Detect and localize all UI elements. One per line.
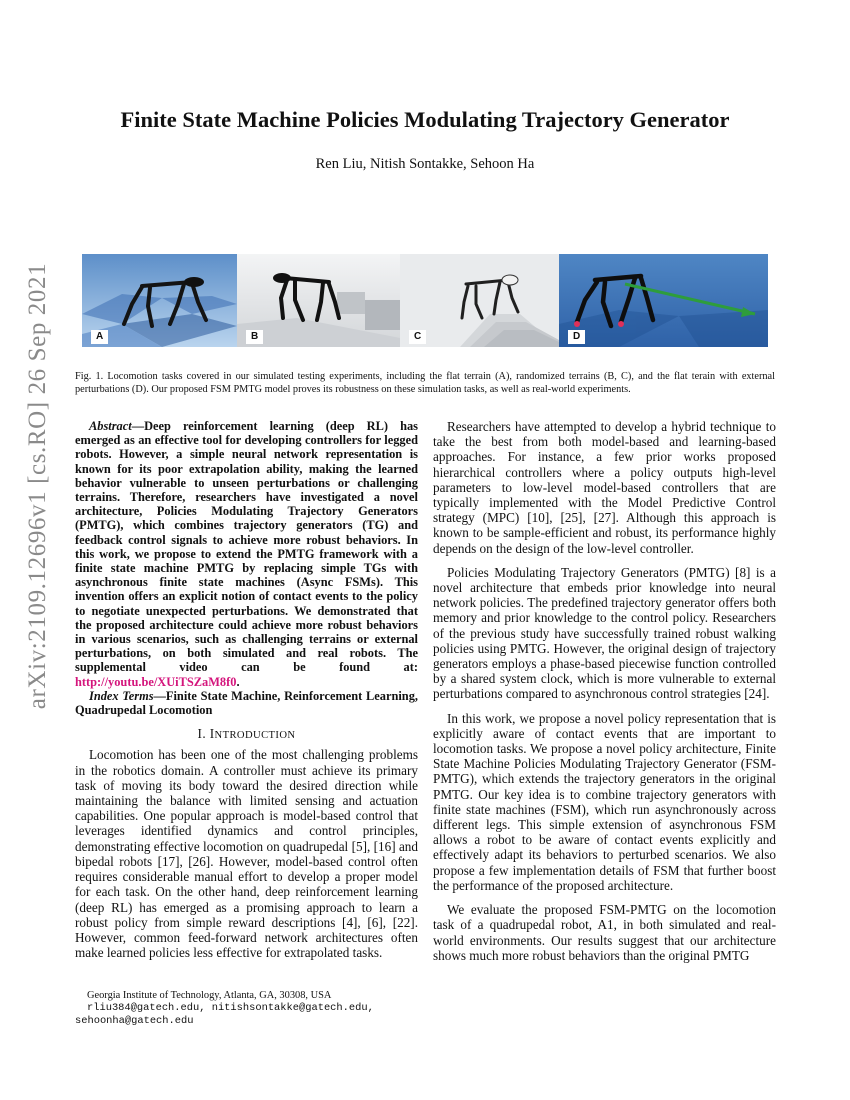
section-first-letter: I [209, 726, 215, 742]
panel-label-b: B [246, 330, 263, 344]
section-heading-introduction [75, 726, 418, 743]
right-paragraph-1: Researchers have attempted to develop a hybrid technique to take the best from both model-based and learning-based approaches. For instance, a few prior works proposed hierarchical controllers where a policy outputs high-level parameters to low-level model-based controllers that are typically implemented with the Model Predictive Control strategy (MPC) [10], [25], [27]. Although this approach is known to be sample-efficient and robust, its performance highly depends on the design of the low-level controller. [433, 419, 776, 556]
intro-paragraph: Locomotion has been one of the most challenging problems in the robotics domain. A controller must achieve its primary task of moving its body toward the desired direction while maintaining the balance with limited sensing and actuation capabilities. One popular approach is model-based control that leverages identified dynamics and control principles, demonstrating effective locomotion on quadrupedal [5], [16] and bipedal robots [17], [26]. However, model-based control often requires considerable manual effort to develop a proper model for each task. On the other hand, deep reinforcement learning (deep RL) has emerged as a promising approach to learn a robust policy from simple reward descriptions [4], [6], [22]. However, common feed-forward network architectures often make learned policies less effective for extrapolated tasks. [75, 747, 418, 961]
figure-panel-d [559, 254, 768, 347]
index-terms-text: —Finite State Machine, Reinforcement Learning, Quadrupedal Locomotion [75, 688, 418, 718]
abstract-text: —Deep reinforcement learning (deep RL) has emerged as an effective tool for developing controllers for legged robots. However, a simple neural network representation is known for its poor extrapolation ability, making the learned behavior vulnerable to unseen perturbations or challenging terrains. Therefore, researchers have investigated a novel architecture, Policies Modulating Trajectory Generators (PMTG), which combines trajectory generators (TG) and feedback control signals to achieve more robust behaviors. In this work, we propose to extend the PMTG framework with a finite state machine PMTG by replacing simple TGs with asynchronous finite state machines (Async FSMs). This invention offers an explicit notion of contact events to the policy to negotiate unexpected perturbations. We demonstrated that the proposed architecture could achieve more robust behaviors in various scenarios, such as challenging terrains or external perturbations, on both simulated and real robots. The supplemental video can be found at: [75, 419, 418, 675]
figure-caption: Fig. 1. Locomotion tasks covered in our simulated testing experiments, including the flat terrain (A), randomized terrains (B, C), and the flat terain with external perturbations (D). Our proposed FSM PMTG model proves its robustness on these simulation tasks, as well as real-world experiments. [75, 371, 775, 395]
right-paragraph-2: Policies Modulating Trajectory Generators (PMTG) [8] is a novel architecture that embeds prior knowledge into neural network policies. The predefined trajectory generator offers both memory and prior knowledge to the control policy. Researchers of the previous study have successfully trained robust walking policies using PMTG. However, the original design of trajectory generators employs a phase-based piecewise function controlled by a shared system clock, which is more vulnerable to external perturbations compared to asynchronous control strategies [24]. [433, 564, 776, 702]
index-terms-lead: Index Terms [89, 688, 154, 703]
video-link[interactable]: http://youtu.be/XUiTSZaM8f0 [75, 674, 237, 689]
right-paragraph-4: We evaluate the proposed FSM-PMTG on the locomotion task of a quadrupedal robot, A1, in both simulated and real-world environments. Our results suggest that our architecture shows much more robust behaviors than the original PMTG [433, 902, 776, 963]
paper-authors: Ren Liu, Nitish Sontakke, Sehoon Ha [315, 156, 535, 172]
figure-panel-c [400, 254, 559, 347]
panel-d-image [559, 254, 768, 347]
panel-label-a: A [91, 330, 108, 344]
section-rest: NTRODUCTION [214, 730, 296, 742]
footnote-emails-line1: rliu384@gatech.edu, nitishsontakke@gatech.edu, [87, 1002, 374, 1015]
figure-1 [82, 254, 768, 347]
paper-title: Finite State Machine Policies Modulating Trajectory Generator [120, 107, 730, 132]
footnote-emails-line2: sehoonha@gatech.edu [75, 1014, 194, 1027]
panel-label-c: C [409, 330, 426, 344]
panel-label-d: D [568, 330, 585, 344]
abstract-link-end: . [236, 674, 240, 689]
index-terms [75, 689, 418, 717]
left-column [75, 419, 418, 960]
abstract-lead: Abstract [89, 419, 132, 433]
figure-panel-b [237, 254, 400, 347]
figure-panel-a [82, 254, 237, 347]
footnote [75, 990, 435, 1027]
abstract [75, 419, 418, 689]
footnote-affiliation: Georgia Institute of Technology, Atlanta, GA, 30308, USA [87, 990, 332, 1001]
section-numeral: I. [197, 726, 210, 742]
arxiv-side-banner: arXiv:2109.12696v1 [cs.RO] 26 Sep 2021 [24, 262, 51, 710]
right-column [433, 419, 776, 972]
right-paragraph-3: In this work, we propose a novel policy representation that is explicitly aware of contact events that are important to locomotion tasks. We propose a novel policy architecture, Finite State Machine Policies Modulating Trajectory Generator (FSM-PMTG), which extends the trajectory generators in the original PMTG. Our key idea is to combine trajectory generators with finite state machines (FSM), which run asynchronously across different legs. This simple extension of asynchronous FSM allows a robot to be aware of contact events explicitly and effectively adapt its behaviors to perturbed scenarios. We also propose a few implementation details of FSM that further boost the performance of the proposed architecture. [433, 710, 776, 893]
